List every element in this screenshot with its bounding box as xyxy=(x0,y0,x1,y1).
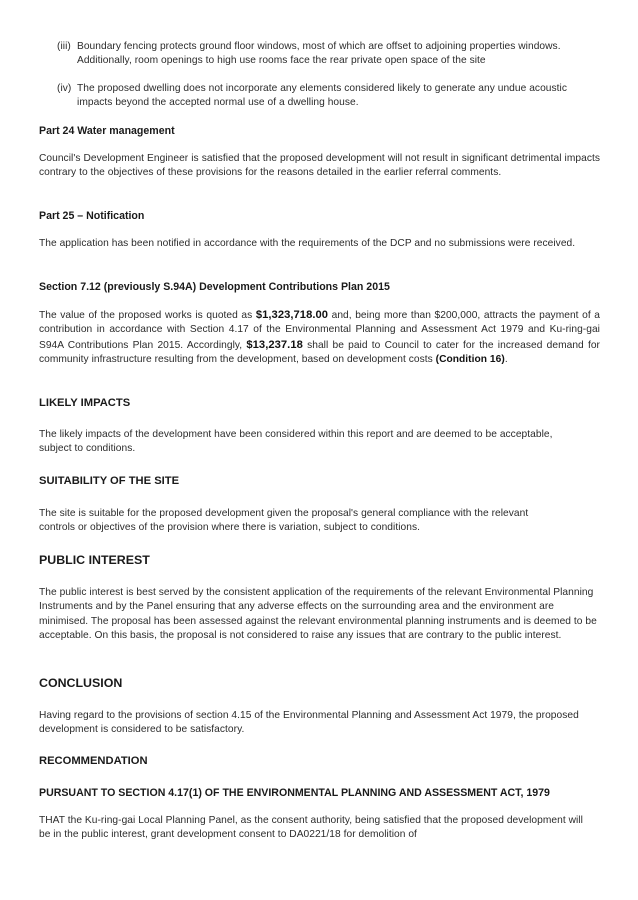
paragraph-likely-impacts: The likely impacts of the development have been considered within this report and are deemed to be acceptable, subject to conditions. xyxy=(39,429,553,455)
heading-conclusion: CONCLUSION xyxy=(39,676,123,690)
text-fragment: shall be paid to Council to cater for the increased demand for community infrastructure resulting from the development, based on development costs xyxy=(39,339,600,366)
heading-public-interest: PUBLIC INTEREST xyxy=(39,553,150,567)
paragraph-public-interest: The public interest is best served by the consistent application of the requirements of the relevant Environmental Planning Instruments and by the Panel ensuring that any adverse effects on the surrounding area and the environment are minimised. The proposal has been assessed against the relevant environmental planning instruments and is deemed to be acceptable. On this basis, the proposal is not considered to raise any issues that are contrary to the public interest. xyxy=(39,587,597,642)
paragraph-part24: Council's Development Engineer is satisfied that the proposed development will not result in significant detrimental impacts contrary to the objectives of these provisions for the reasons detailed in the earlier referral comments. xyxy=(39,153,600,179)
list-item-text: The proposed dwelling does not incorporate any elements considered likely to generate any undue acoustic impacts beyond the accepted normal use of a dwelling house. xyxy=(77,83,567,109)
paragraph-suitability: The site is suitable for the proposed development given the proposal's general compliance with the relevant controls or objectives of the provision where there is variation, subject to conditions. xyxy=(39,508,529,534)
list-item-text: Boundary fencing protects ground floor windows, most of which are offset to adjoining properties windows. Additionally, room openings to high use rooms face the rear private open space of the site xyxy=(77,41,561,67)
paragraph-conclusion: Having regard to the provisions of section 4.15 of the Environmental Planning and Assessment Act 1979, the proposed development is considered to be satisfactory. xyxy=(39,710,579,736)
heading-recommendation: RECOMMENDATION xyxy=(39,755,148,767)
heading-part24: Part 24 Water management xyxy=(39,125,175,137)
condition-reference: (Condition 16) xyxy=(435,354,505,366)
text-fragment: . xyxy=(504,354,508,366)
paragraph-recommendation: THAT the Ku-ring-gai Local Planning Panel, as the consent authority, being satisfied that the proposed development will be in the public interest, grant development consent to DA0221/18 for demolition of xyxy=(39,815,583,841)
list-item-iii xyxy=(57,40,602,69)
text-fragment: The value of the proposed works is quoted as xyxy=(39,310,256,321)
paragraph-part25: The application has been notified in accordance with the requirements of the DCP and no submissions were received. xyxy=(39,238,576,249)
heading-part25: Part 25 – Notification xyxy=(39,210,145,222)
paragraph-section712 xyxy=(39,308,600,368)
heading-suitability: SUITABILITY OF THE SITE xyxy=(39,475,180,487)
heading-likely-impacts: LIKELY IMPACTS xyxy=(39,397,131,409)
subheading-pursuant: PURSUANT TO SECTION 4.17(1) OF THE ENVIRONMENTAL PLANNING AND ASSESSMENT ACT, 1979 xyxy=(39,787,550,799)
contribution-amount-works: $1,323,718.00 xyxy=(255,309,329,321)
list-marker: (iv) xyxy=(57,83,72,94)
list-marker: (iii) xyxy=(57,41,71,52)
text-fragment: and, being more than $200,000, attracts the payment of a contribution in accordance with Section 4.17 of the Environmental Planning and Assessment Act 1979 and Ku-ring-gai S94A Contributions Plan 2015. Accordingly, xyxy=(39,310,600,351)
heading-section712: Section 7.12 (previously S.94A) Development Contributions Plan 2015 xyxy=(39,281,390,293)
list-item-iv xyxy=(57,82,602,111)
contribution-amount-payable: $13,237.18 xyxy=(246,338,303,351)
